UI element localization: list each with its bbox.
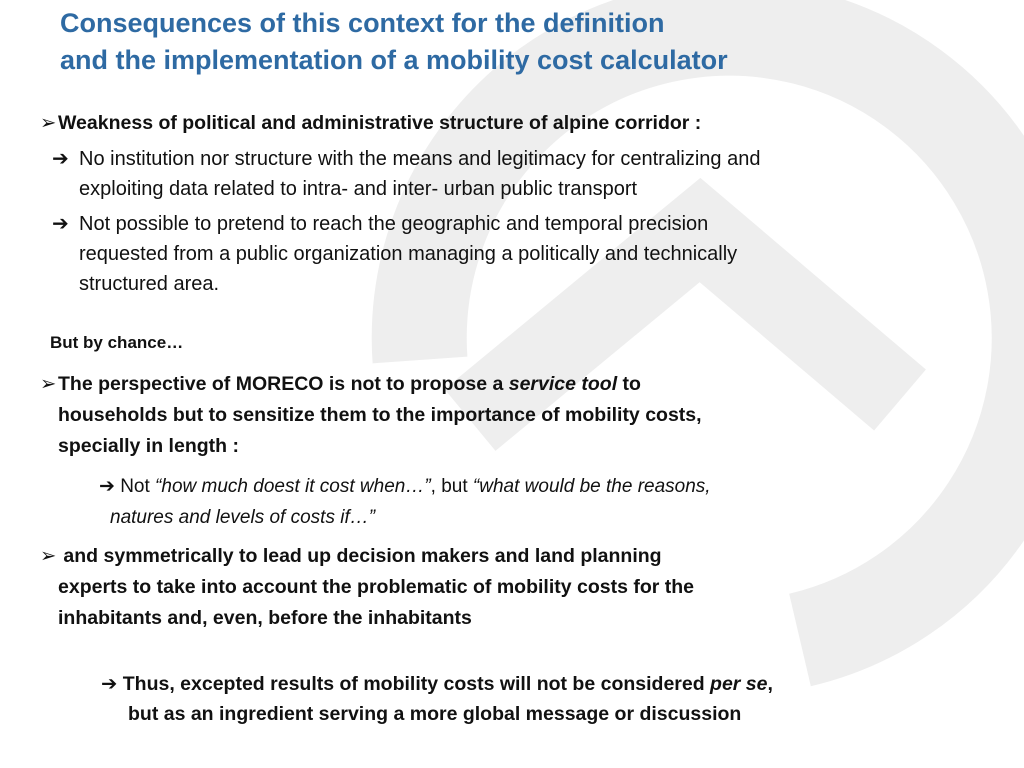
section2-line1-text: The perspective of MORECO is not to propose a <box>58 373 509 395</box>
quote-not-text: Not <box>114 476 156 497</box>
quote-what-would: “what would be the reasons, <box>472 476 711 497</box>
right-arrow-icon: ➔ <box>101 673 118 695</box>
but-by-chance-label: But by chance… <box>50 333 184 352</box>
conclusion-line-1 <box>101 669 773 699</box>
section1-item-2 <box>52 209 972 299</box>
section2-line-2: households but to sensitize them to the importance of mobility costs, <box>58 404 702 426</box>
arrowhead-bullet-icon: ➢ <box>40 112 57 134</box>
service-tool-emphasis: service tool <box>508 373 618 395</box>
right-arrow-icon: ➔ <box>99 476 115 497</box>
section1-item-1 <box>52 144 972 204</box>
quote-line-1 <box>99 471 711 502</box>
section3-paragraph <box>40 541 694 634</box>
item2-line-3: structured area. <box>79 273 220 295</box>
item2-line-2: requested from a public organization managing a politically and technically <box>79 243 738 265</box>
title-line-2: and the implementation of a mobility cost calculator <box>60 45 728 75</box>
section3-line-3: inhabitants and, even, before the inhabitants <box>58 607 472 629</box>
conclusion-line-2: but as an ingredient serving a more global message or discussion <box>128 703 742 725</box>
item2-line-1: Not possible to pretend to reach the geographic and temporal precision <box>79 213 709 235</box>
section2-line1-end: to <box>617 373 641 395</box>
conclusion-comma: , <box>767 673 773 695</box>
slide-title <box>60 5 728 79</box>
title-line-1: Consequences of this context for the definition <box>60 8 665 38</box>
per-se-emphasis: per se <box>710 673 768 695</box>
section1-heading-text: Weakness of political and administrative structure of alpine corridor : <box>58 112 702 134</box>
section3-line-1: and symmetrically to lead up decision makers and land planning <box>58 545 662 567</box>
quote-natures-levels: natures and levels of costs if…” <box>110 507 376 528</box>
item1-line-2: exploiting data related to intra- and inter- urban public transport <box>79 178 638 200</box>
item1-line-1: No institution nor structure with the means and legitimacy for centralizing and <box>79 148 761 170</box>
section3-line-2: experts to take into account the problematic of mobility costs for the <box>58 576 695 598</box>
arrowhead-bullet-icon: ➢ <box>40 373 57 395</box>
right-arrow-icon: ➔ <box>52 213 69 235</box>
section2-line-3: specially in length : <box>58 435 239 457</box>
section2-paragraph <box>40 369 702 462</box>
quote-but-text: , but <box>430 476 473 497</box>
arrowhead-bullet-icon: ➢ <box>40 545 57 567</box>
conclusion-text: Thus, excepted results of mobility costs will not be considered <box>117 673 711 695</box>
section1-heading <box>40 108 701 138</box>
quote-how-much: “how much doest it cost when…” <box>155 476 431 497</box>
right-arrow-icon: ➔ <box>52 148 69 170</box>
quote-line-2 <box>110 502 375 533</box>
